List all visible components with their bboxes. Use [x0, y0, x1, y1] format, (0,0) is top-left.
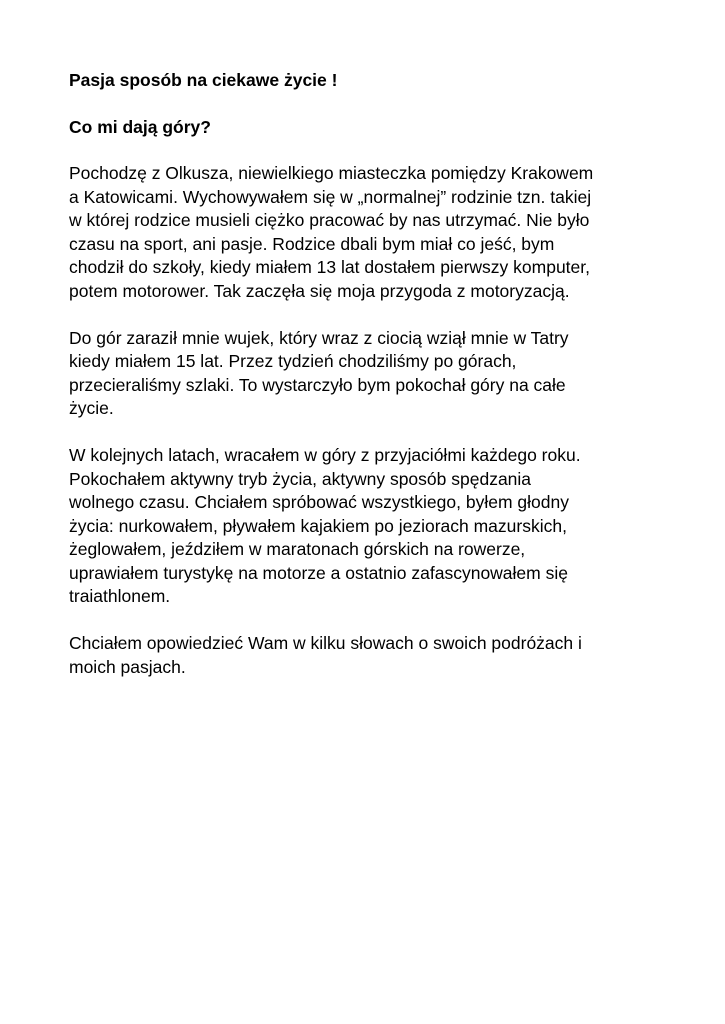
document-title: Pasja sposób na ciekawe życie ! [69, 70, 338, 90]
paragraph-line: przecieraliśmy szlaki. To wystarczyło bym pokochał góry na całe [69, 374, 566, 395]
paragraph-line: w której rodzice musieli ciężko pracować by nas utrzymać. Nie było [69, 210, 590, 230]
paragraph-line: potem motorower. Tak zaczęła się moja przygoda z motoryzacją. [69, 280, 570, 301]
paragraph-line: Pokochałem aktywny tryb życia, aktywny sposób spędzania [69, 468, 532, 489]
paragraph-line: chodził do szkoły, kiedy miałem 13 lat dostałem pierwszy komputer, [69, 257, 591, 277]
paragraph-line: życia: nurkowałem, pływałem kajakiem po jeziorach mazurskich, [69, 515, 567, 536]
paragraph-line: W kolejnych latach, wracałem w góry z przyjaciółmi każdego roku. [69, 445, 581, 465]
paragraph-line: Pochodzę z Olkusza, niewielkiego miasteczka pomiędzy Krakowem [69, 163, 594, 183]
document-content [69, 69, 669, 703]
paragraph-line: Chciałem opowiedzieć Wam w kilku słowach o swoich podróżach i [69, 633, 582, 653]
document-subtitle: Co mi dają góry? [69, 116, 211, 137]
paragraph-line: a Katowicami. Wychowywałem się w „normalnej” rodzinie tzn. takiej [69, 186, 592, 207]
paragraph-mountains [69, 327, 669, 421]
paragraph-line: życie. [69, 398, 114, 418]
paragraph-line: traiathlonem. [69, 586, 171, 606]
paragraph-line: kiedy miałem 15 lat. Przez tydzień chodziliśmy po górach, [69, 351, 517, 371]
paragraph-line: czasu na sport, ani pasje. Rodzice dbali bym miał co jeść, bym [69, 233, 555, 254]
paragraph-line: wolnego czasu. Chciałem spróbować wszystkiego, byłem głodny [69, 492, 569, 512]
paragraph-line: Do gór zaraził mnie wujek, który wraz z ciocią wziął mnie w Tatry [69, 327, 569, 348]
paragraph-line: uprawiałem turystykę na motorze a ostatnio zafascynowałem się [69, 562, 568, 583]
paragraph-active-life [69, 444, 669, 609]
paragraph-origin [69, 162, 669, 303]
paragraph-line: moich pasjach. [69, 656, 186, 677]
paragraph-closing [69, 632, 669, 679]
paragraph-line: żeglowałem, jeździłem w maratonach górskich na rowerze, [69, 539, 526, 559]
